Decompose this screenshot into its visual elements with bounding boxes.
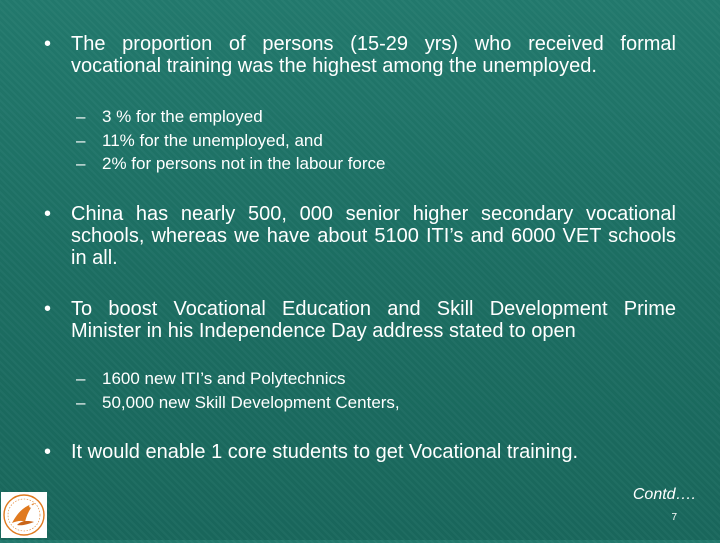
dash-marker: – bbox=[76, 154, 86, 173]
bullet-marker: • bbox=[44, 441, 52, 463]
bullet-2-text: China has nearly 500, 000 senior higher secondary vocational schools, whereas we have about 5100 ITI’s and 6000 VET schools in all. bbox=[71, 203, 676, 269]
dash-marker: – bbox=[76, 392, 86, 412]
sub-item bbox=[76, 391, 676, 415]
bullet-3-sublist bbox=[76, 367, 676, 414]
bullet-marker: • bbox=[44, 298, 52, 320]
bullet-3 bbox=[44, 298, 676, 342]
contd-label: Contd…. bbox=[632, 486, 696, 503]
bullet-1 bbox=[44, 33, 676, 77]
bullet-1-sublist bbox=[76, 105, 676, 176]
bullet-1-text: The proportion of persons (15-29 yrs) who received formal vocational training was the highest among the unemployed. bbox=[71, 33, 676, 77]
sub-item bbox=[76, 152, 676, 176]
bullet-4-text: It would enable 1 core students to get Vocational training. bbox=[71, 441, 579, 463]
bullet-4 bbox=[44, 441, 676, 463]
sub-item-text: 11% for the unemployed, and bbox=[102, 130, 323, 150]
dash-marker: – bbox=[76, 369, 86, 388]
sub-item-text: 50,000 new Skill Development Centers, bbox=[102, 392, 400, 412]
bullet-3-text: To boost Vocational Education and Skill Development Prime Minister in his Independence Day address stated to open bbox=[71, 298, 676, 342]
dash-marker: – bbox=[76, 130, 86, 150]
bullet-marker: • bbox=[44, 203, 52, 225]
sub-item bbox=[76, 129, 676, 153]
bullet-marker: • bbox=[44, 33, 52, 55]
sub-item-text: 3 % for the employed bbox=[102, 107, 263, 126]
sub-item-text: 2% for persons not in the labour force bbox=[102, 154, 386, 173]
institution-logo-icon bbox=[1, 492, 47, 538]
dash-marker: – bbox=[76, 107, 86, 126]
bullet-2 bbox=[44, 203, 676, 269]
sub-item bbox=[76, 367, 676, 391]
sub-item bbox=[76, 105, 676, 129]
sub-item-text: 1600 new ITI’s and Polytechnics bbox=[102, 369, 346, 388]
page-number: 7 bbox=[671, 512, 677, 523]
